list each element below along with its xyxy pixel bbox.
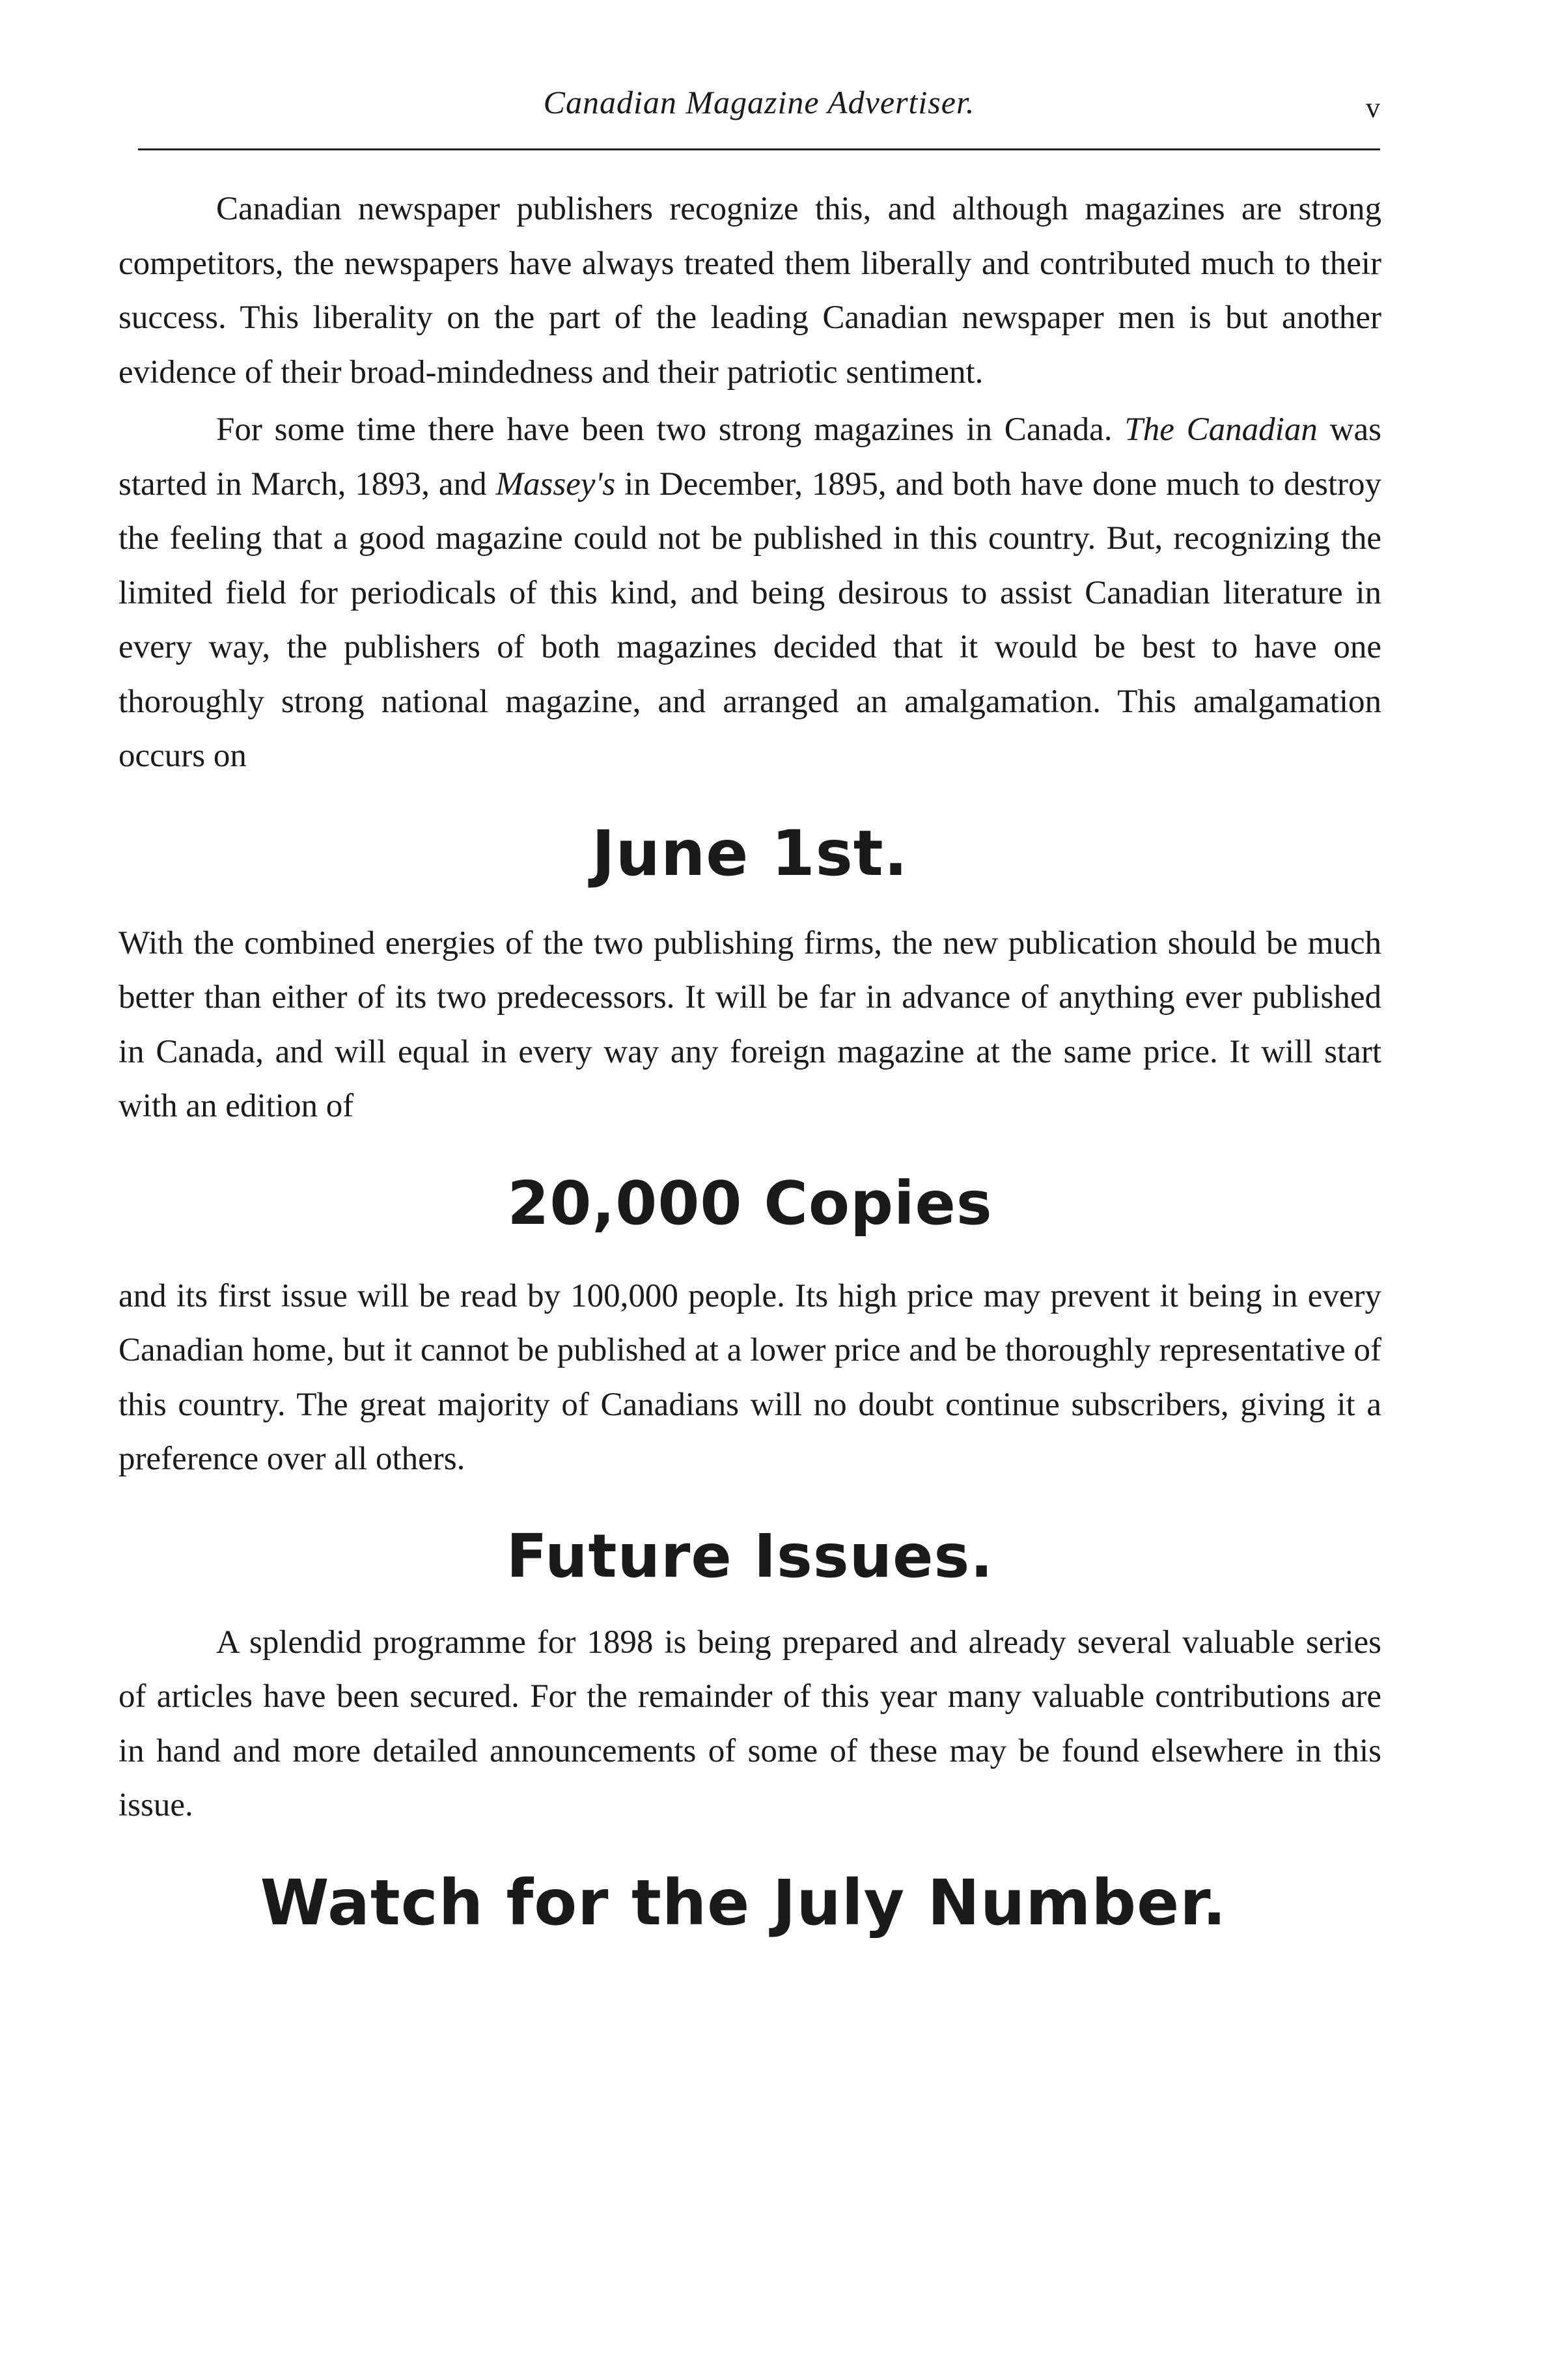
page-number: v [1366, 92, 1380, 124]
paragraph-combined-energies: With the combined energies of the two publishing firms, the new publication should be much better than either of its two predecessors. It will be far in advance of anything ever published in Canada, and will equal in every way any foreign magazine at the same price. It will start with an edition of [118, 924, 1381, 1124]
running-header [138, 83, 1380, 142]
paragraph-first-issue: and its first issue will be read by 100,000 people. Its high price may prevent it being in every Canadian home, but it cannot be published at a lower price and be thoroughly representative of this country. The great majority of Canadians will no doubt continue subscribers, giving it a preference over all others. [118, 1277, 1381, 1477]
paragraph-two-magazines-text-a: For some time there have been two strong magazines in Canada. [216, 411, 1113, 448]
paragraph-programme-1898: A splendid programme for 1898 is being prepared and already several valuable series of articles have been secured. For the remainder of this year many valuable contributions are in hand and more detailed announcements of some of these may be found elsewhere in this issue. [118, 1624, 1381, 1823]
heading-june-1st: June 1st. [591, 816, 909, 890]
heading-20000-copies: 20,000 Copies [507, 1168, 993, 1238]
running-title: Canadian Magazine Advertiser. [543, 84, 975, 120]
heading-watch-july-number: Watch for the July Number. [260, 1866, 1227, 1939]
header-rule [138, 148, 1380, 150]
heading-future-issues: Future Issues. [506, 1521, 994, 1591]
paragraph-newspaper-publishers: Canadian newspaper publishers recognize this, and although magazines are strong competitors, the newspapers have always treated them liberally and contributed much to their success. This liberality on the part of the leading Canadian newspaper men is but another evidence of their broad-mindedness and their patriotic sentiment. [118, 191, 1381, 391]
paragraph-two-magazines-text-c: in December, 1895, and both have done much to destroy the feeling that a good magazine could not be published in this country. But, recognizing the limited field for periodicals of this kind, and being desirous to assist Canadian literature in every way, the publishers of both magazines decided that it would be best to have one thoroughly strong national magazine, and arranged an amalgamation. This amalgamation occurs on [118, 465, 1382, 774]
paragraph-two-magazines [118, 403, 1381, 784]
magazine-title-masseys: Massey's [495, 465, 616, 503]
magazine-title-the-canadian: The Canadian [1124, 411, 1318, 448]
paragraph-two-magazines-text-b: was started in March, 1893, and [118, 411, 1382, 503]
article-body [118, 182, 1381, 1939]
